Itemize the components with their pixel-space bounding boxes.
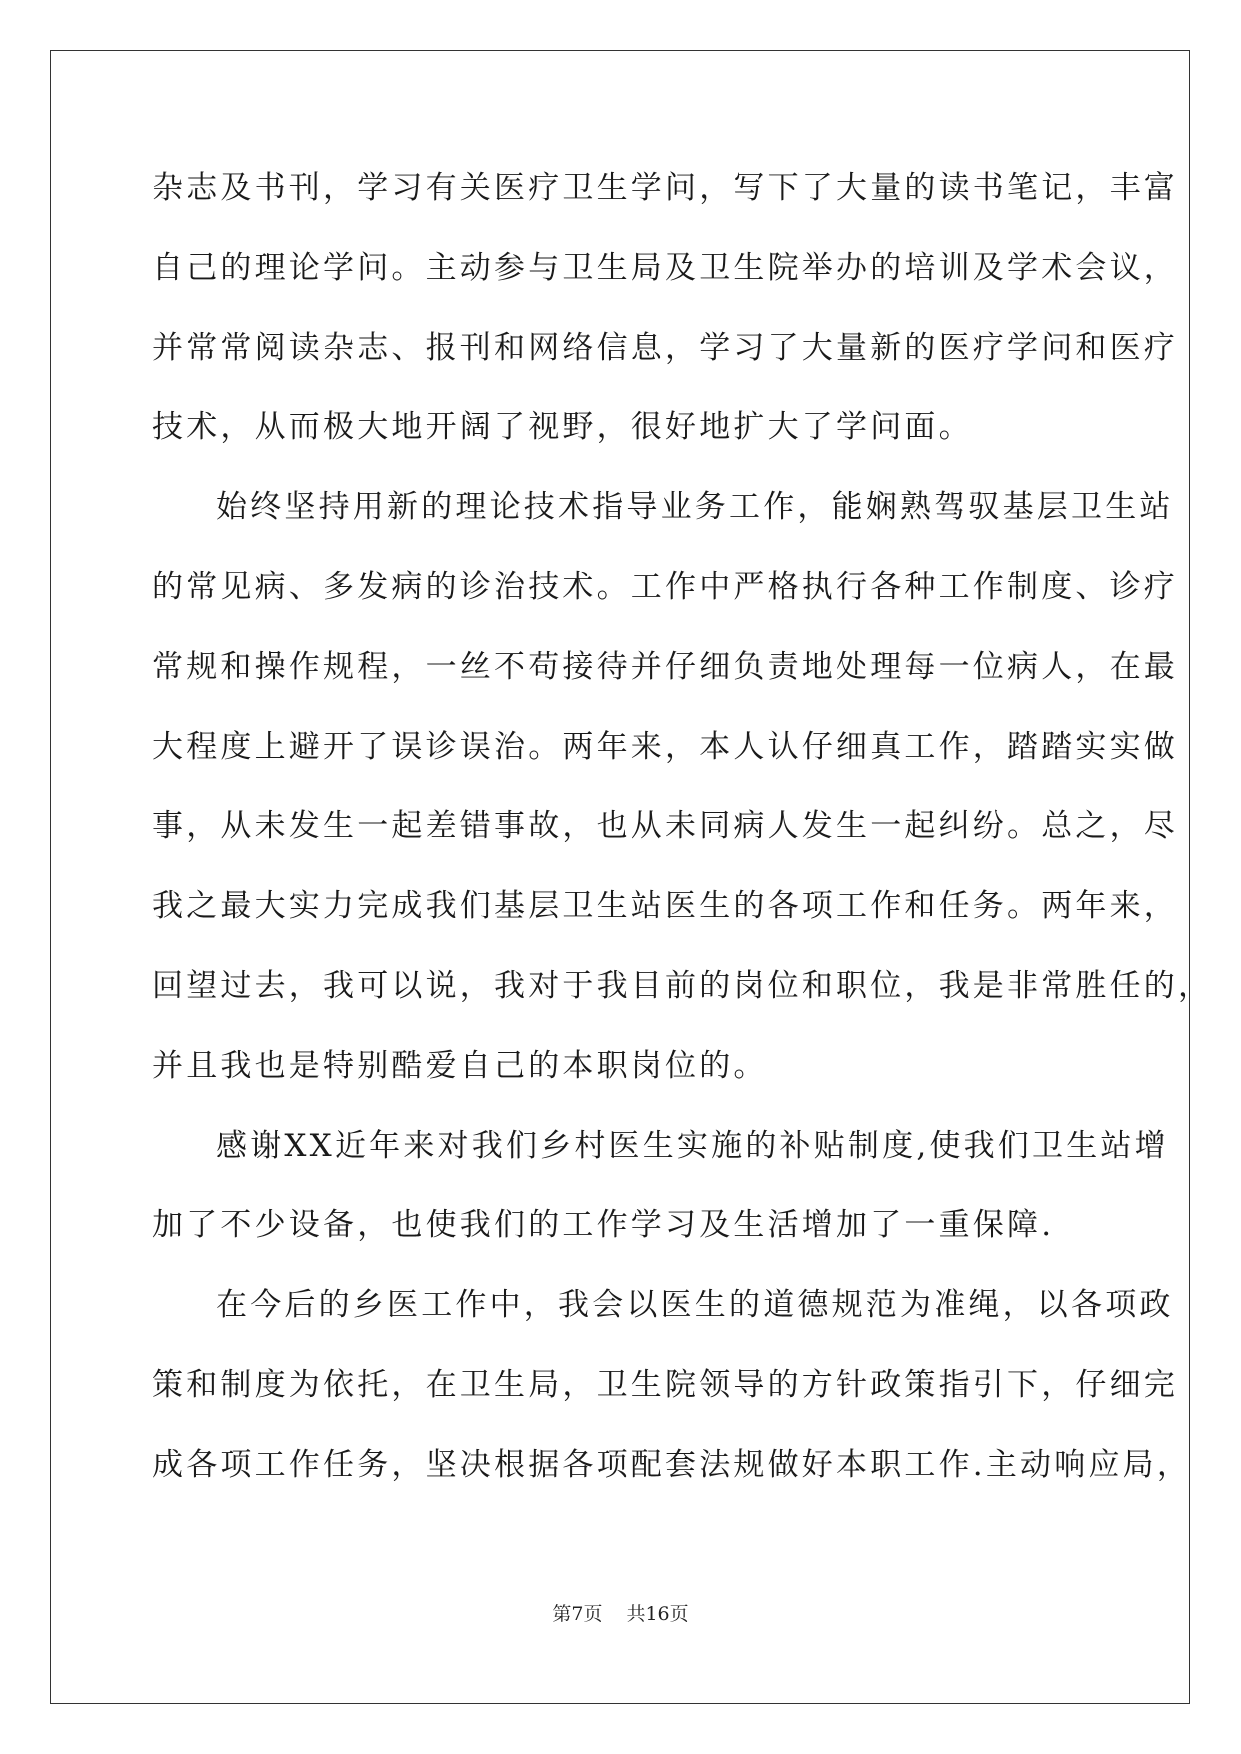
text-line: 加了不少设备，也使我们的工作学习及生活增加了一重保障.	[152, 1207, 1055, 1244]
text-line: 杂志及书刊，学习有关医疗卫生学问，写下了大量的读书笔记，丰富	[152, 170, 1178, 206]
text-line: 并且我也是特别酷爱自己的本职岗位的。	[152, 1047, 768, 1084]
text-line: 事，从未发生一起差错事故，也从未同病人发生一起纠纷。总之，尽	[152, 808, 1178, 845]
text-line: 自己的理论学问。主动参与卫生局及卫生院举办的培训及学术会议，	[152, 249, 1178, 286]
paragraph-first-line: 在今后的乡医工作中，我会以医生的道德规范为准绳，以各项政	[216, 1287, 1174, 1324]
document-body	[152, 158, 1213, 1515]
page-total: 共16页	[626, 1603, 689, 1625]
text-line: 常规和操作规程，一丝不苟接待并仔细负责地处理每一位病人，在最	[152, 648, 1178, 685]
page-footer	[0, 1599, 1241, 1626]
text-line: 成各项工作任务，坚决根据各项配套法规做好本职工作.主动响应局，	[152, 1446, 1192, 1483]
page-number: 第7页	[552, 1603, 603, 1625]
text-line: 我之最大实力完成我们基层卫生站医生的各项工作和任务。两年来，	[152, 888, 1178, 925]
text-line: 的常见病、多发病的诊治技术。工作中严格执行各种工作制度、诊疗	[152, 568, 1178, 605]
text-line: 技术，从而极大地开阔了视野，很好地扩大了学问面。	[152, 409, 973, 446]
paragraph-first-line: 感谢XX近年来对我们乡村医生实施的补贴制度,使我们卫生站增	[216, 1127, 1169, 1164]
text-line: 回望过去，我可以说，我对于我目前的岗位和职位，我是非常胜任的，	[152, 967, 1213, 1004]
text-line: 并常常阅读杂志、报刊和网络信息，学习了大量新的医疗学问和医疗	[152, 329, 1178, 366]
paragraph-first-line: 始终坚持用新的理论技术指导业务工作，能娴熟驾驭基层卫生站	[216, 489, 1174, 526]
text-line: 策和制度为依托，在卫生局，卫生院领导的方针政策指引下，仔细完	[152, 1366, 1178, 1403]
text-line: 大程度上避开了误诊误治。两年来，本人认仔细真工作，踏踏实实做	[152, 728, 1178, 765]
